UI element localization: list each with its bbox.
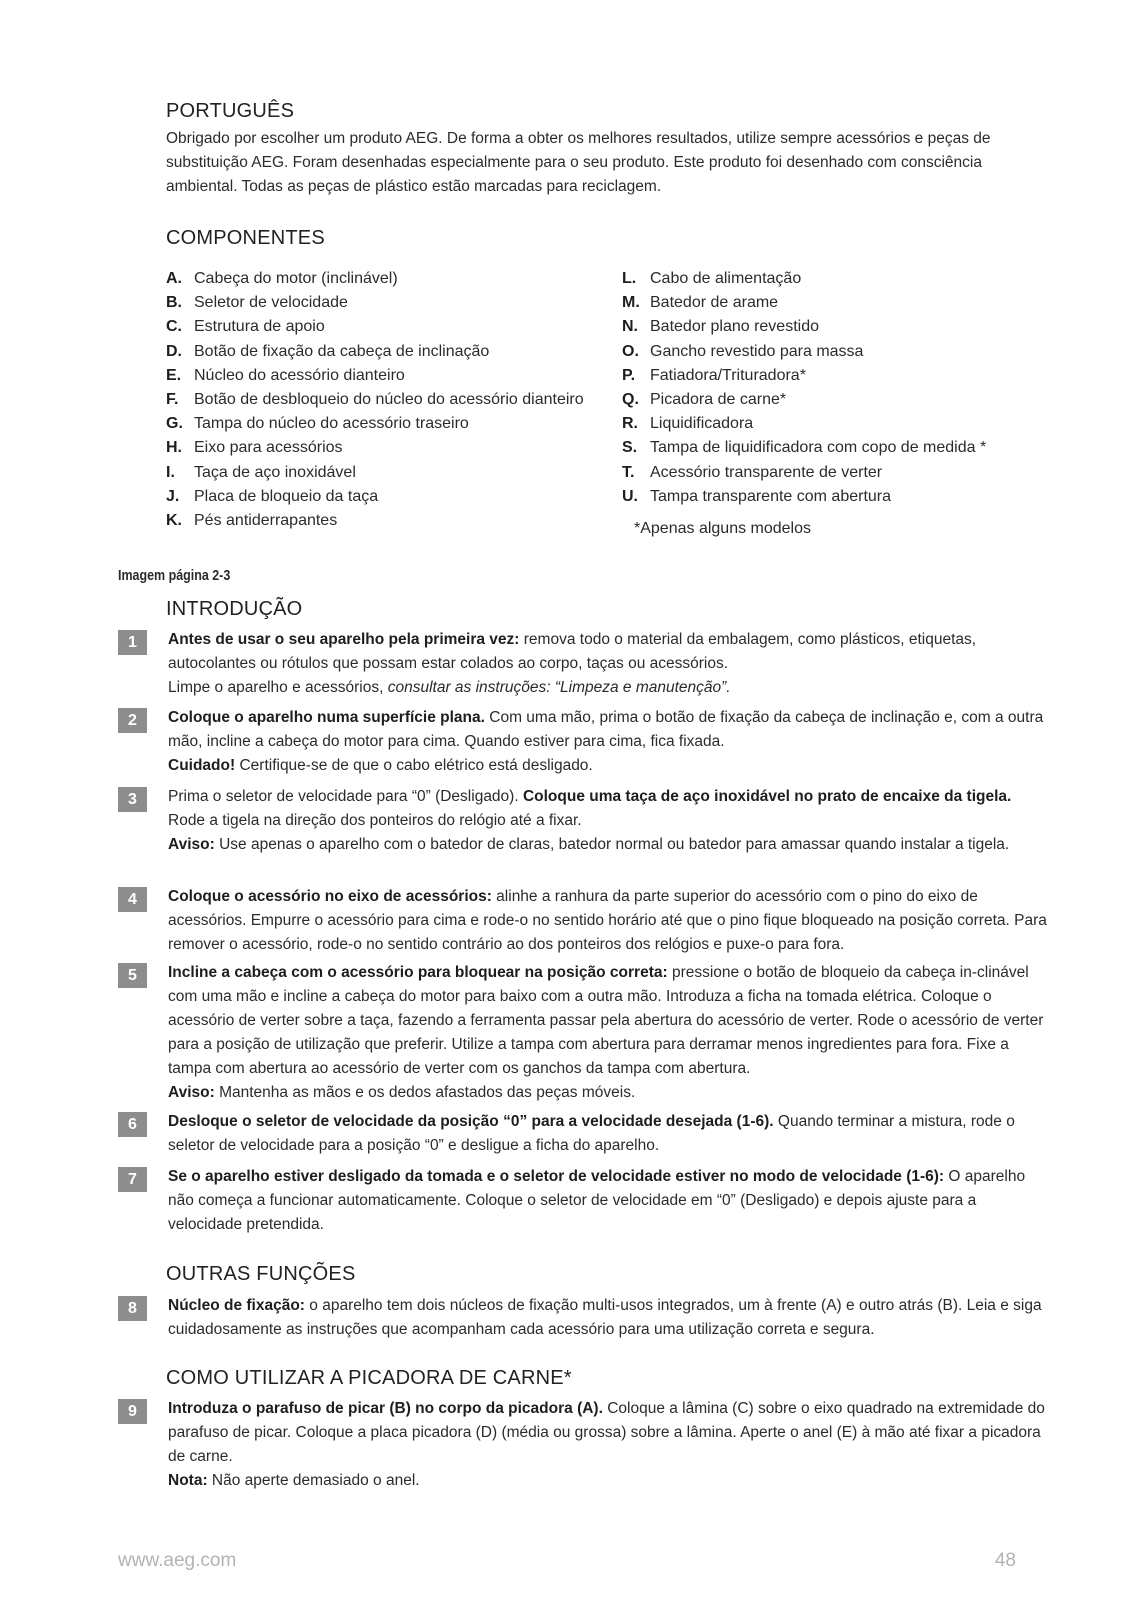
step-body: o aparelho tem dois núcleos de fixação multi-usos integrados, um à frente (A) e outro atrás (B). Leia e siga cuidadosamente as instruções que acompanham cada acessório para uma utilização correta e segura.: [168, 1297, 1042, 1338]
component-letter: O.: [622, 342, 639, 360]
footer-page-number: 48: [994, 1550, 1016, 1571]
component-letter: N.: [622, 318, 638, 336]
step-number: 5: [118, 963, 147, 988]
component-letter: Q.: [622, 391, 639, 409]
step-body: Rode a tigela na direção dos ponteiros do relógio até a fixar.: [168, 812, 582, 829]
step-line2: Limpe o aparelho e acessórios,: [168, 679, 388, 696]
component-item: [166, 412, 584, 436]
component-item: [622, 436, 986, 460]
step-note-label: Aviso:: [168, 1084, 215, 1101]
component-label: Tampa do núcleo do acessório traseiro: [194, 415, 469, 433]
component-label: Placa de bloqueio da taça: [194, 487, 379, 505]
component-label: Pés antiderrapantes: [194, 512, 338, 530]
component-label: Batedor de arame: [650, 294, 779, 312]
component-letter: P.: [622, 366, 636, 384]
step-bold-lead: Coloque uma taça de aço inoxidável no prato de encaixe da tigela.: [522, 788, 1012, 805]
step-line2-italic: consultar as instruções: “Limpeza e manutenção”.: [387, 679, 731, 696]
step-body: O aparelho não começa a funcionar automaticamente. Coloque o seletor de velocidade em “0” (Desligado) e depois ajuste para a velocidade pretendida.: [168, 1168, 1026, 1233]
component-item: [166, 509, 584, 533]
step-note-label: Cuidado!: [168, 757, 236, 774]
components-heading: COMPONENTES: [166, 227, 325, 249]
models-note: *Apenas alguns modelos: [634, 520, 812, 537]
component-label: Estrutura de apoio: [194, 318, 325, 336]
intro-paragraph: Obrigado por escolher um produto AEG. De forma a obter os melhores resultados, utilize sempre acessórios e peças de substituição AEG. Foram desenhadas especialmente para o seu produto. Este produto foi desenhado com consciência ambiental. Todas as peças de plástico estão marcadas para reciclagem.: [166, 130, 991, 195]
step-note: Não aperte demasiado o anel.: [207, 1472, 420, 1489]
step-3: [118, 785, 1048, 857]
step-number: 6: [118, 1112, 147, 1137]
component-label: Botão de desbloqueio do núcleo do acessório dianteiro: [194, 391, 584, 409]
step-text: [168, 628, 1048, 700]
component-label: Batedor plano revestido: [650, 318, 819, 336]
component-label: Fatiadora/Trituradora*: [650, 366, 806, 384]
component-item: [166, 340, 584, 364]
step-number: 3: [118, 787, 147, 812]
step-note: Use apenas o aparelho com o batedor de claras, batedor normal ou batedor para amassar quando instalar a tigela.: [214, 836, 1010, 853]
components-list-right: [622, 267, 986, 509]
component-item: [622, 291, 986, 315]
step-text: [168, 885, 1048, 957]
step-number: 4: [118, 887, 147, 912]
step-bold-lead: Desloque o seletor de velocidade da posição “0” para a velocidade desejada (1-6).: [168, 1113, 774, 1130]
component-label: Núcleo do acessório dianteiro: [194, 366, 405, 384]
component-item: [622, 340, 986, 364]
component-item: [166, 485, 584, 509]
step-body: Com uma mão, prima o botão de fixação da cabeça de inclinação e, com a outra mão, incline a cabeça do motor para cima. Quando estiver para cima, fica fixada.: [168, 709, 1044, 750]
component-letter: T.: [622, 463, 635, 481]
component-item: [166, 267, 584, 291]
component-label: Botão de fixação da cabeça de inclinação: [194, 342, 490, 360]
step-1: [118, 628, 1048, 700]
step-text: [168, 961, 1048, 1105]
step-bold-lead: Coloque o aparelho numa superfície plana.: [168, 709, 485, 726]
component-letter: K.: [166, 512, 182, 530]
component-item: [166, 315, 584, 339]
component-item: [166, 291, 584, 315]
step-text: [168, 1397, 1048, 1493]
component-label: Tampa de liquidificadora com copo de medida *: [650, 439, 987, 457]
component-label: Seletor de velocidade: [194, 294, 348, 312]
step-bold-lead: Núcleo de fixação:: [168, 1297, 305, 1314]
step-9: [118, 1397, 1048, 1493]
step-body: alinhe a ranhura da parte superior do acessório com o pino do eixo de acessórios. Empurre o acessório para cima e rode-o no sentido horário até que o pino fique bloqueado na posição correta. Para remover o acessório, rode-o no sentido contrário ao dos ponteiros dos relógios e puxe-o para fora.: [168, 888, 1047, 953]
step-6: [118, 1110, 1048, 1158]
step-text: [168, 1110, 1048, 1158]
component-label: Cabo de alimentação: [650, 270, 802, 287]
step-text: [168, 785, 1048, 857]
component-label: Liquidificadora: [650, 415, 754, 433]
component-item: [622, 485, 986, 509]
component-letter: F.: [166, 391, 179, 409]
outras-funcoes-heading: OUTRAS FUNÇÕES: [166, 1263, 356, 1285]
step-number: 2: [118, 708, 147, 733]
component-letter: R.: [622, 415, 638, 433]
component-item: [622, 388, 986, 412]
step-body: remova todo o material da embalagem, como plásticos, etiquetas, autocolantes ou rótulos que possam estar colados ao corpo, taças ou acessórios.: [168, 631, 977, 672]
step-bold-lead: Introduza o parafuso de picar (B) no corpo da picadora (A).: [168, 1400, 603, 1417]
step-body: pressione o botão de bloqueio da cabeça in-clinável com uma mão e incline a cabeça do motor para baixo com a outra mão. Introduza a ficha na tomada elétrica. Coloque o acessório de verter sobre a taça, fazendo a ferramenta passar pela abertura do acessório de verter. Rode o acessório de verter para a posição de utilização que preferir. Utilize a tampa com abertura para derramar menos ingredientes para fora. Fixe a tampa com abertura ao acessório de verter com os ganchos da tampa com abertura.: [168, 964, 1044, 1077]
component-letter: L.: [622, 270, 637, 287]
step-4: [118, 885, 1048, 957]
step-bold-lead: Coloque o acessório no eixo de acessórios:: [168, 888, 492, 905]
component-letter: J.: [166, 487, 180, 505]
component-item: [622, 315, 986, 339]
component-letter: M.: [622, 294, 640, 312]
footer-website: www.aeg.com: [118, 1550, 237, 1571]
component-label: Taça de aço inoxidável: [194, 463, 356, 481]
step-8: [118, 1294, 1048, 1342]
step-body: Coloque a lâmina (C) sobre o eixo quadrado na extremidade do parafuso de picar. Coloque a placa picadora (D) (média ou grossa) sobre a lâmina. Aperte o anel (E) à mão até fixar a picadora de carne.: [168, 1400, 1045, 1465]
component-letter: A.: [166, 270, 182, 287]
step-note: Mantenha as mãos e os dedos afastados das peças móveis.: [214, 1084, 636, 1101]
components-list-left: [166, 267, 584, 533]
component-letter: I.: [166, 463, 175, 481]
component-label: Gancho revestido para massa: [650, 342, 864, 360]
component-letter: D.: [166, 342, 182, 360]
step-pre: Prima o seletor de velocidade para “0” (Desligado).: [168, 788, 523, 805]
picadora-heading: COMO UTILIZAR A PICADORA DE CARNE*: [166, 1367, 572, 1389]
component-item: [622, 364, 986, 388]
component-letter: B.: [166, 294, 182, 312]
component-label: Tampa transparente com abertura: [650, 487, 892, 505]
step-number: 9: [118, 1399, 147, 1424]
component-item: [166, 461, 584, 485]
component-item: [622, 412, 986, 436]
component-label: Picadora de carne*: [650, 391, 787, 409]
step-2: [118, 706, 1048, 778]
step-bold-lead: Antes de usar o seu aparelho pela primeira vez:: [168, 631, 520, 648]
step-number: 1: [118, 630, 147, 655]
component-letter: H.: [166, 439, 182, 457]
step-bold-lead: Incline a cabeça com o acessório para bloquear na posição correta:: [168, 964, 668, 981]
component-letter: C.: [166, 318, 182, 336]
component-letter: E.: [166, 366, 182, 384]
component-item: [622, 461, 986, 485]
component-label: Eixo para acessórios: [194, 439, 343, 457]
step-number: 7: [118, 1167, 147, 1192]
step-body: Quando terminar a mistura, rode o seletor de velocidade para a posição “0” e desligue a ficha do aparelho.: [168, 1113, 1015, 1154]
component-item: [622, 267, 986, 291]
step-text: [168, 1294, 1048, 1342]
component-letter: G.: [166, 415, 183, 433]
component-label: Acessório transparente de verter: [650, 463, 883, 481]
component-label: Cabeça do motor (inclinável): [194, 270, 398, 287]
component-letter: S.: [622, 439, 638, 457]
component-item: [166, 388, 584, 412]
introducao-heading: INTRODUÇÃO: [166, 598, 303, 620]
step-number: 8: [118, 1296, 147, 1321]
step-text: [168, 1165, 1048, 1237]
step-7: [118, 1165, 1048, 1237]
component-item: [166, 436, 584, 460]
step-note: Certifique-se de que o cabo elétrico está desligado.: [235, 757, 593, 774]
step-5: [118, 961, 1048, 1105]
step-note-label: Nota:: [168, 1472, 208, 1489]
step-bold-lead: Se o aparelho estiver desligado da tomada e o seletor de velocidade estiver no modo de velocidade (1-6):: [168, 1168, 945, 1185]
step-note-label: Aviso:: [168, 836, 215, 853]
component-letter: U.: [622, 487, 638, 505]
component-item: [166, 364, 584, 388]
language-heading: PORTUGUÊS: [166, 100, 295, 122]
step-text: [168, 706, 1048, 778]
image-reference: Imagem página 2-3: [118, 568, 231, 584]
